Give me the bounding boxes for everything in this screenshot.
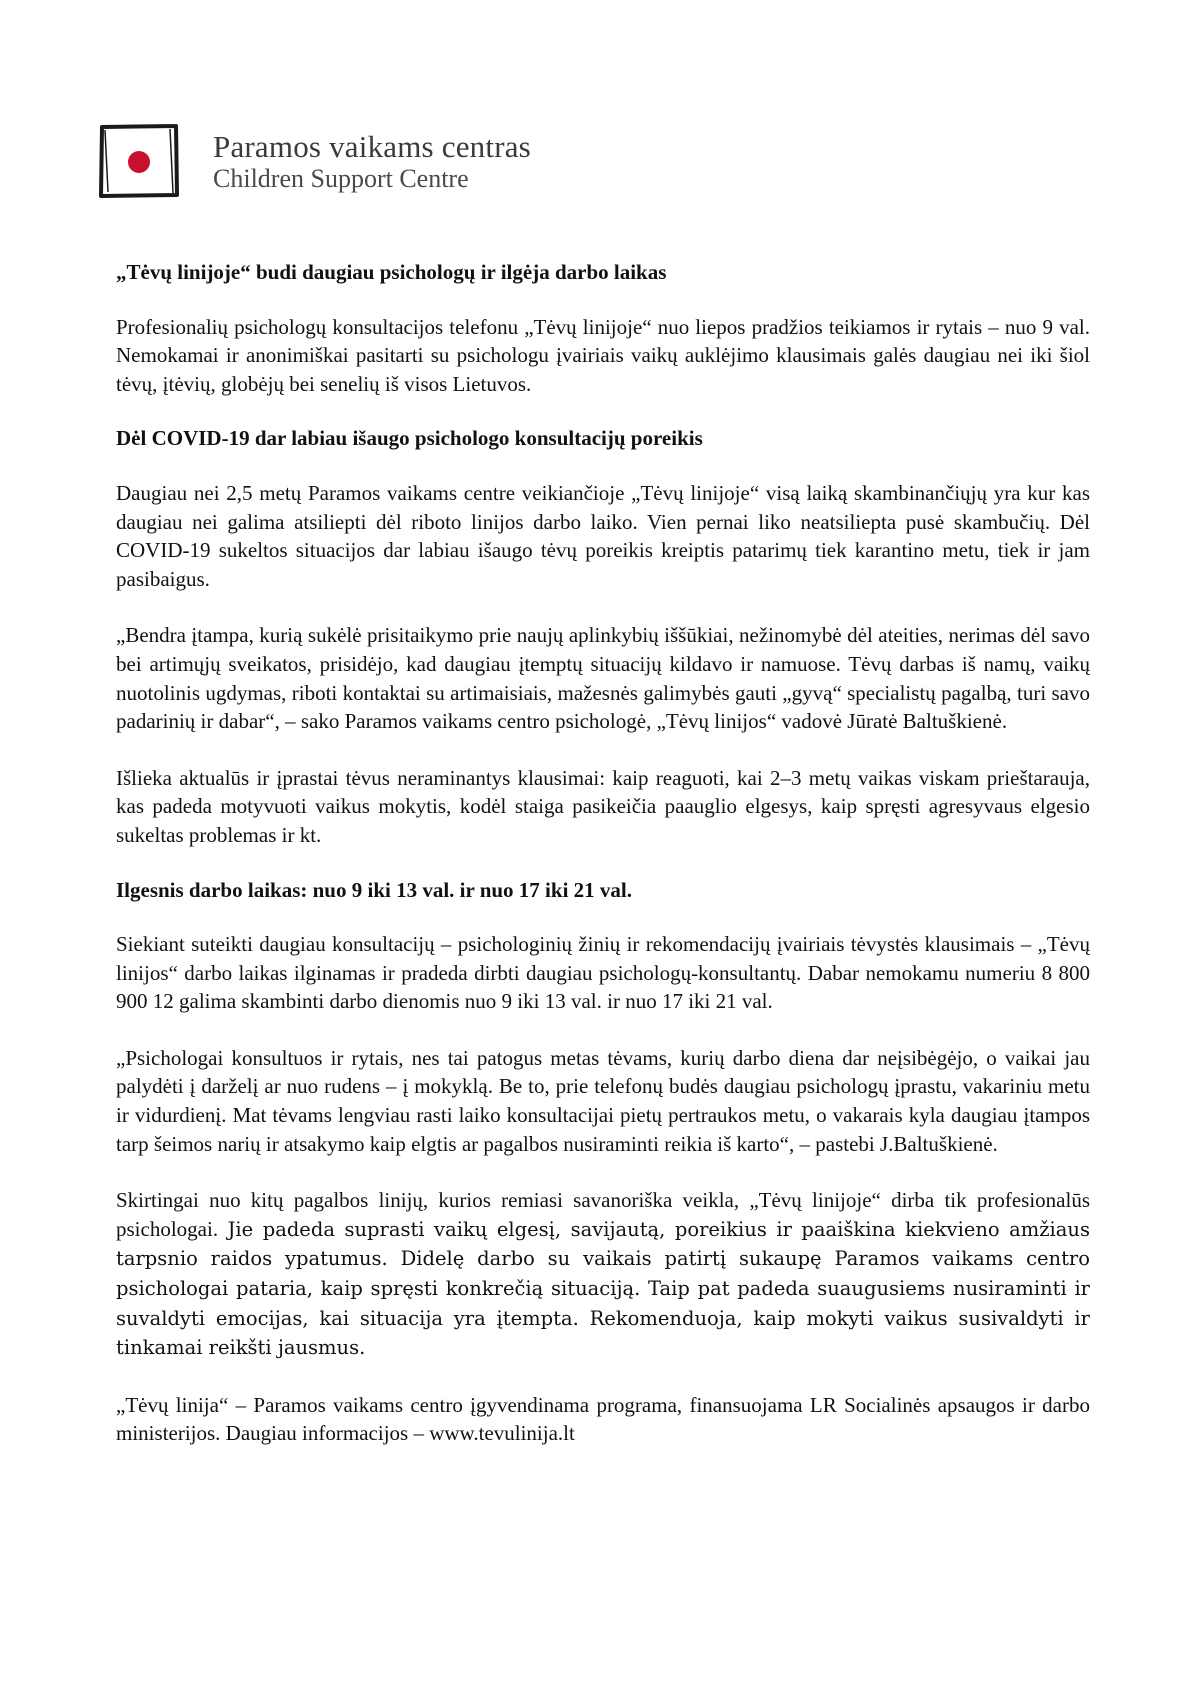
paragraph: [116, 1186, 1090, 1363]
logo-red-dot: [128, 151, 150, 173]
paragraph-part: Jie padeda suprasti vaikų elgesį, savijautą, poreikius ir paaiškina kiekvieno amžiaus tarpsnio raidos ypatumus. Didelę darbo su vaikais patirtį sukaupę Paramos vaikams centro psichologai pataria, kaip spręsti konkrečią situaciją. Taip pat padeda suaugusiems nusiraminti ir suvaldyti emocijas, kai situacija yra įtempta. Rekomenduoja, kaip mokyti vaikus susivaldyti ir tinkamai reikšti jausmus.: [116, 1217, 1090, 1360]
article-title: „Tėvų linijoje“ budi daugiau psichologų ir ilgėja darbo laikas: [116, 260, 667, 284]
logo-name-lt: Paramos vaikams centras: [213, 129, 531, 164]
section-heading-hours: Ilgesnis darbo laikas: nuo 9 iki 13 val. ir nuo 17 iki 21 val.: [116, 877, 632, 902]
paragraph-part: Skirtingai nuo kitų pagalbos linijų, kurios remiasi savanoriška veikla, „Tėvų linijoje“ dirba tik profesionalūs psichologai.: [116, 1188, 1090, 1241]
closing-paragraph: „Tėvų linija“ – Paramos vaikams centro įgyvendinama programa, finansuojama LR Socialinės apsaugos ir darbo ministerijos. Daugiau informacijos – www.tevulinija.lt: [116, 1392, 1090, 1446]
quote-paragraph: „Psichologai konsultuos ir rytais, nes tai patogus metas tėvams, kurių darbo diena dar neįsibėgėjo, o vaikai jau palydėti į darželį ar nuo rudens – į mokyklą. Be to, prie telefonų budės daugiau psichologų įprastu, vakariniu metu ir vidurdienį. Mat tėvams lengviau rasti laiko konsultacijai pietų pertraukos metu, o vakarais kyla daugiau įtampos tarp šeimos narių ir atsakymo kaip elgtis ar pagalbos nusiraminti reikia iš karto“, – pastebi J.Baltuškienė.: [116, 1045, 1090, 1156]
logo-text: [213, 130, 531, 194]
quote-paragraph: „Bendra įtampa, kurią sukėlė prisitaikymo prie naujų aplinkybių iššūkiai, nežinomybė dėl ateities, nerimas dėl savo bei artimųjų sveikatos, prisidėjo, kad daugiau įtemptų situacijų kildavo ir namuose. Tėvų darbas iš namų, vaikų nuotolinis ugdymas, riboti kontaktai su artimaisiais, mažesnės galimybės gauti „gyvą“ specialistų pagalbą, turi savo padarinių ir dabar“, – sako Paramos vaikams centro psichologė, „Tėvų linijos“ vadovė Jūratė Baltuškienė.: [116, 623, 1090, 734]
organization-logo: [98, 120, 618, 210]
logo-mark-icon: [98, 124, 180, 198]
logo-name-en: Children Support Centre: [213, 164, 469, 193]
paragraph: Daugiau nei 2,5 metų Paramos vaikams centre veikiančioje „Tėvų linijoje“ visą laiką skambinančiųjų yra kur kas daugiau nei galima atsiliepti dėl riboto linijos darbo laiko. Vien pernai liko neatsiliepta pusė skambučių. Dėl COVID-19 sukeltos situacijos dar labiau išaugo tėvų poreikis kreiptis patarimų tiek karantino metu, tiek ir jam pasibaigus.: [116, 480, 1090, 591]
paragraph: Išlieka aktualūs ir įprastai tėvus neraminantys klausimai: kaip reaguoti, kai 2–3 metų vaikas viskam prieštarauja, kas padeda motyvuoti vaikus mokytis, kodėl staiga pasikeičia paauglio elgesys, kaip spręsti agresyvaus elgesio sukeltas problemas ir kt.: [116, 765, 1090, 847]
paragraph: Siekiant suteikti daugiau konsultacijų – psichologinių žinių ir rekomendacijų įvairiais tėvystės klausimais – „Tėvų linijos“ darbo laikas ilginamas ir pradeda dirbti daugiau psichologų-konsultantų. Dabar nemokamu numeriu 8 800 900 12 galima skambinti darbo dienomis nuo 9 iki 13 val. ir nuo 17 iki 21 val.: [116, 932, 1090, 1014]
article-body: [116, 258, 1090, 1448]
section-heading-covid: Dėl COVID-19 dar labiau išaugo psichologo konsultacijų poreikis: [116, 426, 703, 451]
intro-paragraph: Profesionalių psichologų konsultacijos telefonu „Tėvų linijoje“ nuo liepos pradžios teikiamos ir rytais – nuo 9 val. Nemokamai ir anonimiškai pasitarti su psichologu įvairiais vaikų auklėjimo klausimais galės daugiau nei iki šiol tėvų, įtėvių, globėjų bei senelių iš visos Lietuvos.: [116, 314, 1090, 396]
